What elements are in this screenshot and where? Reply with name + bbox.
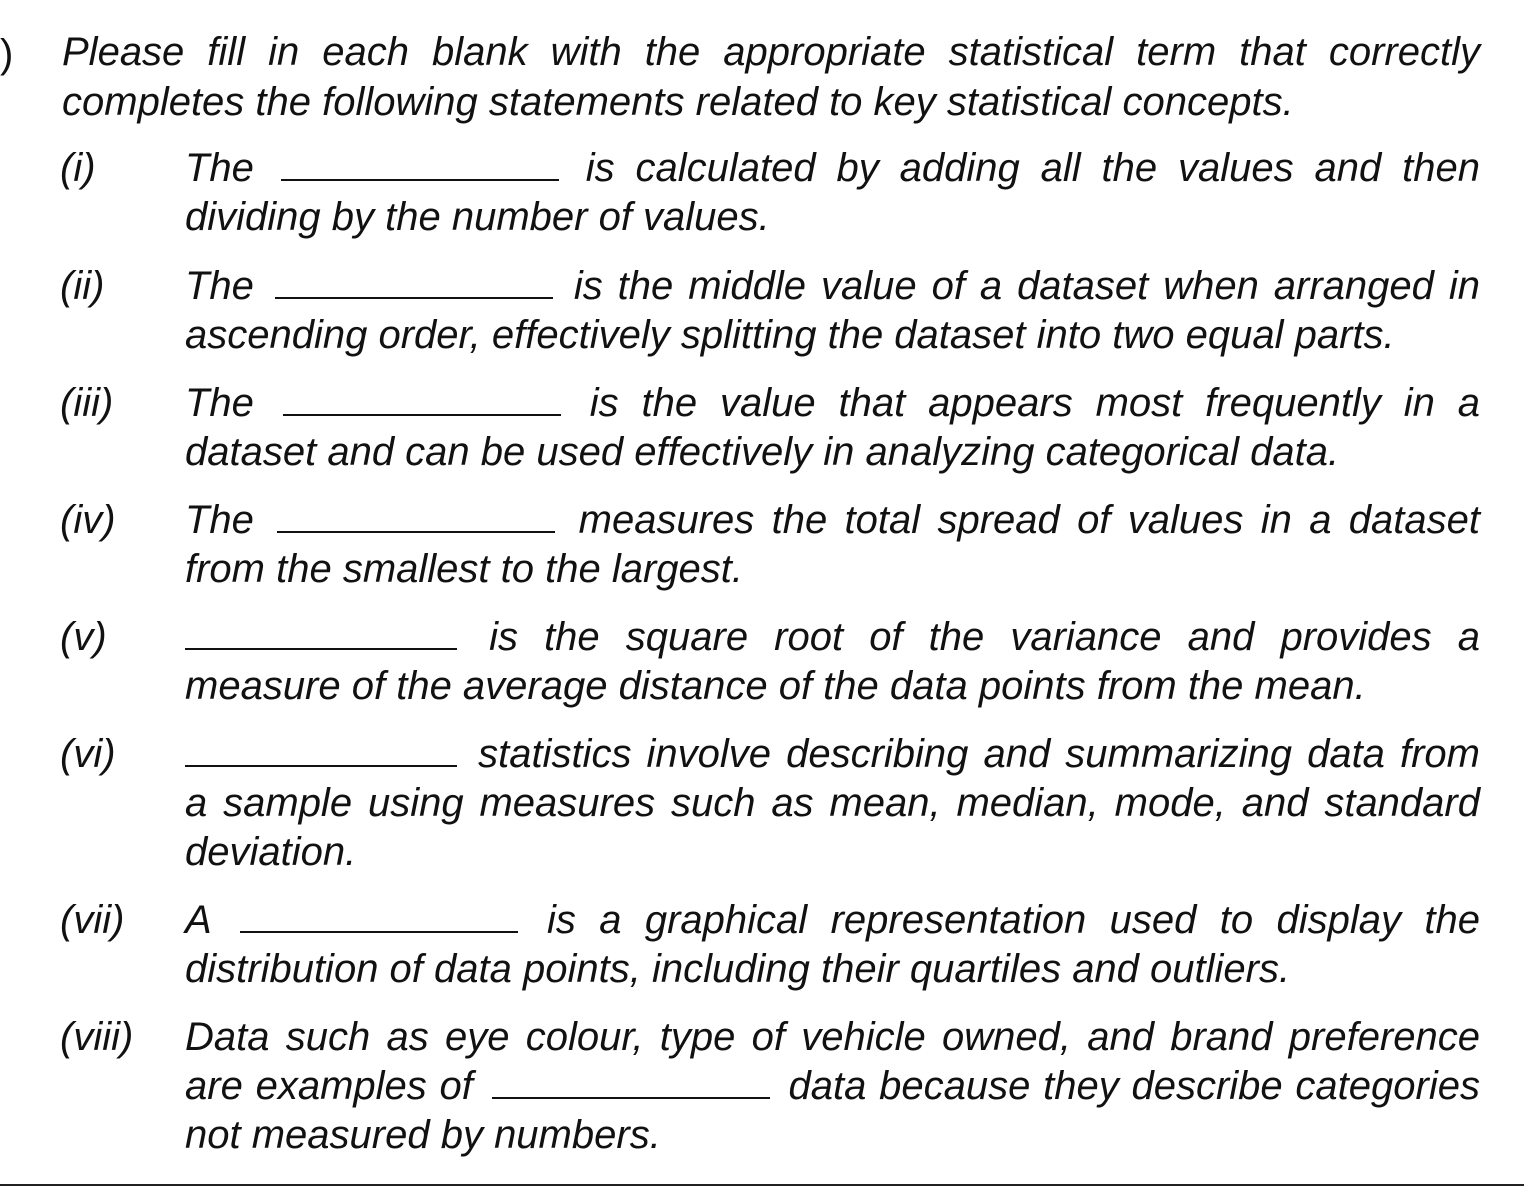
question-instruction: Please fill in each blank with the appropriate statistical term that correctly completes the following statements related to key statistical concepts. (62, 30, 1480, 124)
question-item-iv (60, 496, 1480, 594)
question-item-iii (60, 379, 1480, 477)
question-item-ii (60, 262, 1480, 360)
answer-blank[interactable] (185, 618, 457, 650)
answer-blank[interactable] (185, 735, 457, 767)
answer-blank[interactable] (283, 384, 561, 416)
statement-rest: is the middle value of a dataset when arranged in ascending order, effectively splitting the dataset into two equal parts. (185, 264, 1480, 357)
statement-rest: statistics involve describing and summarizing data from a sample using measures such as mean, median, mode, and standard deviation. (185, 732, 1480, 874)
item-number: (vi) (60, 732, 116, 776)
statement-rest: is a graphical representation used to display the distribution of data points, including their quartiles and outliers. (185, 898, 1481, 991)
item-statement (185, 496, 1480, 594)
item-statement (185, 613, 1480, 711)
question-item-viii (60, 1013, 1480, 1160)
item-number: (iii) (60, 381, 114, 425)
answer-blank[interactable] (240, 901, 518, 933)
item-number: (v) (60, 615, 107, 659)
statement-rest: is the square root of the variance and provides a measure of the average distance of the data points from the mean. (185, 615, 1480, 708)
statement-rest: is the value that appears most frequently in a dataset and can be used effectively in analyzing categorical data. (185, 381, 1481, 474)
item-statement (185, 144, 1480, 242)
question-item-vi (60, 730, 1480, 877)
statement-lead: The (185, 498, 254, 542)
question-item-i (60, 144, 1480, 242)
answer-blank[interactable] (275, 267, 553, 299)
statement-lead: The (185, 146, 254, 190)
question-marker: ) (0, 32, 14, 76)
answer-blank[interactable] (281, 149, 559, 181)
statement-lead: The (185, 264, 254, 308)
page-bottom-rule (0, 1184, 1524, 1186)
statement-rest: data because they describe categories not measured by numbers. (185, 1064, 1480, 1157)
item-number: (ii) (60, 264, 105, 308)
statement-lead: A (185, 898, 211, 942)
item-statement (185, 730, 1480, 877)
statement-rest: is calculated by adding all the values and then dividing by the number of values. (185, 146, 1480, 239)
item-statement (185, 379, 1480, 477)
item-number: (i) (60, 146, 96, 190)
statement-rest: measures the total spread of values in a dataset from the smallest to the largest. (185, 498, 1480, 591)
answer-blank[interactable] (492, 1067, 770, 1099)
statement-lead: The (185, 381, 254, 425)
question-item-vii (60, 896, 1480, 994)
item-number: (vii) (60, 898, 125, 942)
item-number: (viii) (60, 1015, 134, 1059)
item-statement (185, 262, 1480, 360)
question-item-v (60, 613, 1480, 711)
item-statement (185, 896, 1480, 994)
answer-blank[interactable] (277, 501, 555, 533)
item-number: (iv) (60, 498, 116, 542)
item-statement (185, 1013, 1480, 1160)
statement-lead: Data such as eye colour, type of vehicle owned, and brand preference are examples of (185, 1015, 1480, 1108)
